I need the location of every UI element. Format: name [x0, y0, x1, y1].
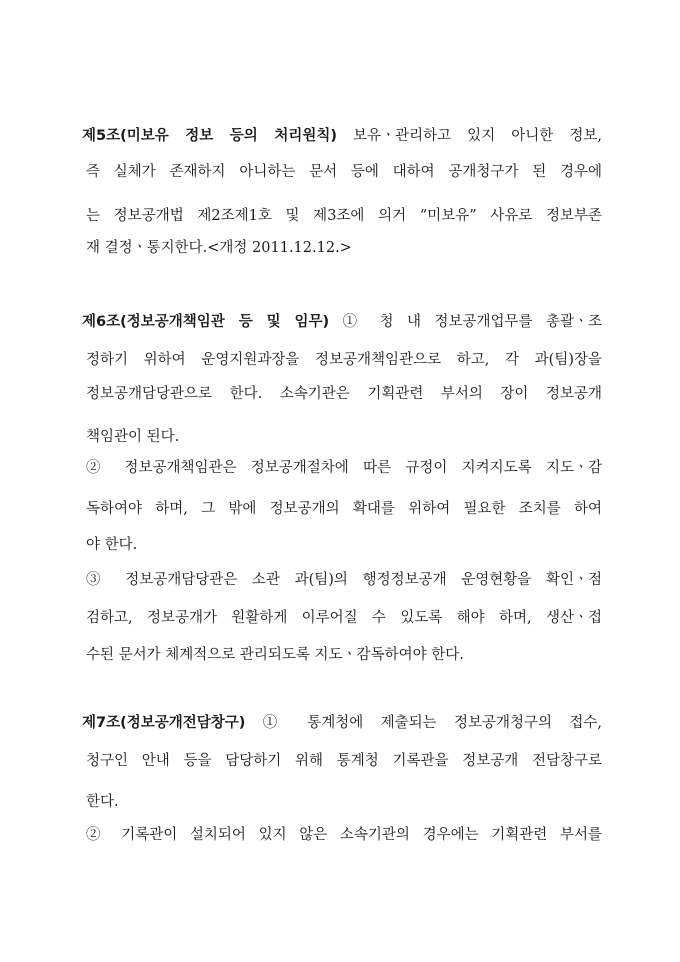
article-7-line-2: 청구인 안내 등을 담당하기 위해 통계청 기록관을 정보공개 전담창구로 [86, 753, 602, 769]
article-6-line-7: 야 한다. [86, 537, 138, 553]
article-7-line-4: ② 기록관이 설치되어 있지 않은 소속기관의 경우에는 기획관련 부서를 [86, 827, 602, 843]
article-6-line-4: 책임관이 된다. [86, 429, 180, 445]
article-7-title: 제7조(정보공개전담창구) [82, 715, 246, 731]
article-5-line-1 [82, 127, 602, 145]
article-6-line-8: ③ 정보공개담당관은 소관 과(팀)의 행정정보공개 운영현황을 확인ㆍ점 [86, 572, 602, 588]
article-6-line-1 [82, 313, 602, 331]
article-6-line-2: 정하기 위하여 운영지원과장을 정보공개책임관으로 하고, 각 과(팀)장을 [86, 352, 602, 368]
article-6-line-10: 수된 문서가 체계적으로 관리되도록 지도ㆍ감독하여야 한다. [86, 647, 464, 663]
article-5-line-3: 는 정보공개법 제2조제1호 및 제3조에 의거 “미보유” 사유로 정보부존 [86, 208, 602, 224]
article-6-line-6: 독하여야 하며, 그 밖에 정보공개의 확대를 위하여 필요한 조치를 하여 [86, 501, 602, 517]
article-5-title: 제5조(미보유 정보 등의 처리원칙) [82, 128, 337, 144]
article-6-line-3: 정보공개담당관으로 한다. 소속기관은 기획관련 부서의 장이 정보공개 [86, 386, 602, 402]
article-5-first-line-text: 보유ㆍ관리하고 있지 아니한 정보, [336, 128, 602, 144]
article-5-line-2: 즉 실체가 존재하지 아니하는 문서 등에 대하여 공개청구가 된 경우에 [86, 164, 602, 180]
article-6-line-5: ② 정보공개책임관은 정보공개절차에 따른 규정이 지켜지도록 지도ㆍ감 [86, 460, 602, 476]
article-6-line-9: 검하고, 정보공개가 원활하게 이루어질 수 있도록 해야 하며, 생산ㆍ접 [86, 610, 602, 626]
article-6-first-line-text: ① 청 내 정보공개업무를 총괄ㆍ조 [329, 314, 602, 330]
article-7-first-line-text: ① 통계청에 제출되는 정보공개청구의 접수, [245, 715, 602, 731]
article-6-title: 제6조(정보공개책임관 등 및 임무) [82, 314, 330, 330]
article-7-line-1 [82, 714, 602, 732]
article-5-line-4: 재 결정ㆍ통지한다.<개정 2011.12.12.> [86, 240, 352, 256]
article-7-line-3: 한다. [86, 794, 119, 810]
